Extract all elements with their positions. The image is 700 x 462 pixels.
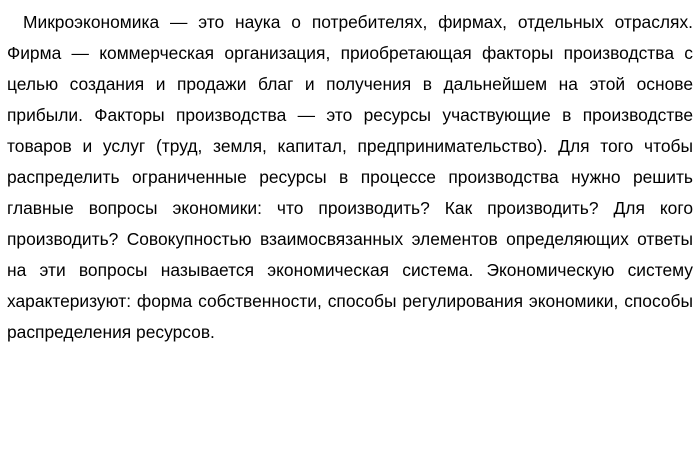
body-paragraph: Микроэкономика — это наука о потребителях, фирмах, отдельных отраслях. Фирма — коммерческая организация, приобретающая факторы производства с целью создания и продажи благ и получения в дальнейшем на этой основе прибыли. Факторы производства — это ресурсы участвующие в производстве товаров и услуг (труд, земля, капитал, предпринимательство). Для того чтобы распределить ограниченные ресурсы в процессе производства нужно решить главные вопросы экономики: что производить? Как производить? Для кого производить? Совокупностью взаимосвязанных элементов определяющих ответы на эти вопросы называется экономическая система. Экономическую систему характеризуют: форма собственности, способы регулирования экономики, способы распределения ресурсов. bbox=[7, 12, 693, 342]
document-page bbox=[7, 7, 693, 455]
